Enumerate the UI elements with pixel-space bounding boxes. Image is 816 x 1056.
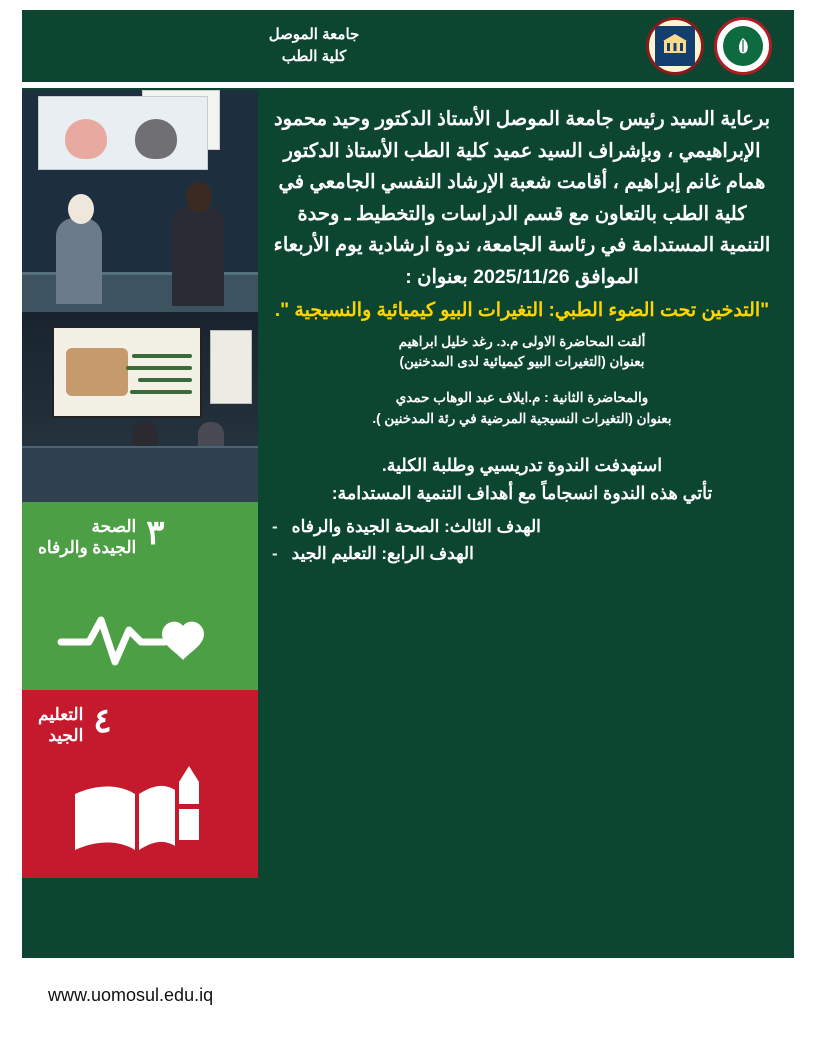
sdg-goals-list bbox=[272, 513, 772, 567]
announcement-intro: برعاية السيد رئيس جامعة الموصل الأستاذ الدكتور وحيد محمود الإبراهيمي ، وبإشراف السيد عميد كلية الطب الأستاذ الدكتور همام غانم إبراهيم ، أقامت شعبة الإرشاد النفسي الجامعي في كلية الطب بالتعاون مع قسم الدراسات والتخطيط ـ وحدة التنمية المستدامة في رئاسة الجامعة، ندوة ارشادية يوم الأربعاء الموافق 2025/11/26 بعنوان : bbox=[273, 108, 771, 288]
college-seal-inner bbox=[723, 26, 763, 66]
footer-website[interactable]: www.uomosul.edu.iq bbox=[48, 985, 214, 1005]
sdg-goal-3-label bbox=[38, 516, 136, 559]
seminar-outcome bbox=[272, 451, 772, 507]
first-lecture-block bbox=[272, 332, 772, 373]
sdg-goal-3-tile bbox=[22, 502, 258, 690]
college-of-medicine-seal-icon bbox=[714, 17, 772, 75]
second-lecture-block bbox=[272, 388, 772, 429]
sdg-goal-4-label-line1: التعليم bbox=[38, 705, 84, 724]
list-item bbox=[272, 540, 760, 567]
sdg-goal-4-tile bbox=[22, 690, 258, 878]
photo2-slide-line bbox=[138, 378, 192, 382]
sdg-goal-4-number: ٤ bbox=[93, 702, 112, 740]
healthy-lung-graphic bbox=[65, 119, 107, 159]
photo2-slide-line bbox=[130, 390, 192, 394]
university-seal-inner bbox=[655, 26, 695, 66]
goal-4-dash: - bbox=[272, 544, 278, 564]
first-lecture-speaker: ألقت المحاضرة الاولى م.د. رغد خليل ابراهيم bbox=[398, 333, 646, 349]
header-logos bbox=[646, 17, 786, 75]
photo2-slide-line bbox=[132, 354, 192, 358]
seminar-audience: استهدفت الندوة تدريسيي وطلبة الكلية. bbox=[381, 454, 663, 475]
photo2-projection-screen bbox=[52, 326, 202, 418]
page-header bbox=[22, 10, 794, 82]
smoker-lung-graphic bbox=[135, 119, 177, 159]
photo2-slide-line bbox=[126, 366, 192, 370]
first-lecture-title: بعنوان (التغيرات البيو كيميائية لدى المدخنين) bbox=[399, 354, 645, 370]
second-lecture-speaker: والمحاضرة الثانية : م.ايلاف عبد الوهاب حمدي bbox=[395, 390, 649, 406]
seminar-title: "التدخين تحت الضوء الطبي: التغيرات البيو كيميائية والنسيجية ". bbox=[274, 300, 770, 322]
left-media-column bbox=[22, 90, 258, 956]
goal-3-text: الهدف الثالث: الصحة الجيدة والرفاه bbox=[291, 516, 541, 536]
photo1-person-seated bbox=[56, 218, 102, 304]
lecture-hall-photo bbox=[22, 90, 258, 312]
sdg-goal-4-label-line2: الجيد bbox=[48, 726, 84, 746]
photo1-projection-screen bbox=[38, 96, 208, 170]
header-title-block bbox=[22, 24, 646, 68]
photo1-person-speaking bbox=[172, 206, 224, 306]
announcement-text-column bbox=[262, 96, 790, 952]
sdg-goal-3-label-line1: الصحة bbox=[91, 517, 137, 536]
sdg-goal-3-number: ٣ bbox=[146, 514, 165, 552]
heartbeat-icon bbox=[22, 600, 258, 672]
header-college-name: كلية الطب bbox=[281, 48, 347, 65]
photo1-person-speaking-head bbox=[186, 182, 212, 212]
university-seal-icon bbox=[646, 17, 704, 75]
photo2-slide-image bbox=[66, 348, 128, 396]
sdg-goal-4-label bbox=[38, 704, 83, 747]
photo1-person-seated-head bbox=[68, 194, 94, 224]
sdg-goal-4-heading bbox=[22, 690, 258, 747]
photo2-counter bbox=[22, 446, 258, 502]
sdg-goal-3-heading bbox=[22, 502, 258, 559]
sdg-goal-3-label-line2: الجيدة والرفاه bbox=[38, 538, 137, 558]
header-university-name: جامعة الموصل bbox=[268, 26, 360, 44]
seminar-hall-photo bbox=[22, 312, 258, 502]
goal-3-dash: - bbox=[272, 516, 278, 536]
goal-4-text: الهدف الرابع: التعليم الجيد bbox=[291, 544, 474, 564]
list-item bbox=[272, 513, 760, 540]
book-pencil-icon bbox=[22, 764, 258, 860]
photo2-flipchart bbox=[210, 330, 252, 404]
second-lecture-title: بعنوان (التغيرات النسيجية المرضية في رئة المدخنين ). bbox=[372, 410, 672, 426]
seminar-alignment: تأتي هذه الندوة انسجاماً مع أهداف التنمية المستدامة: bbox=[331, 482, 713, 503]
